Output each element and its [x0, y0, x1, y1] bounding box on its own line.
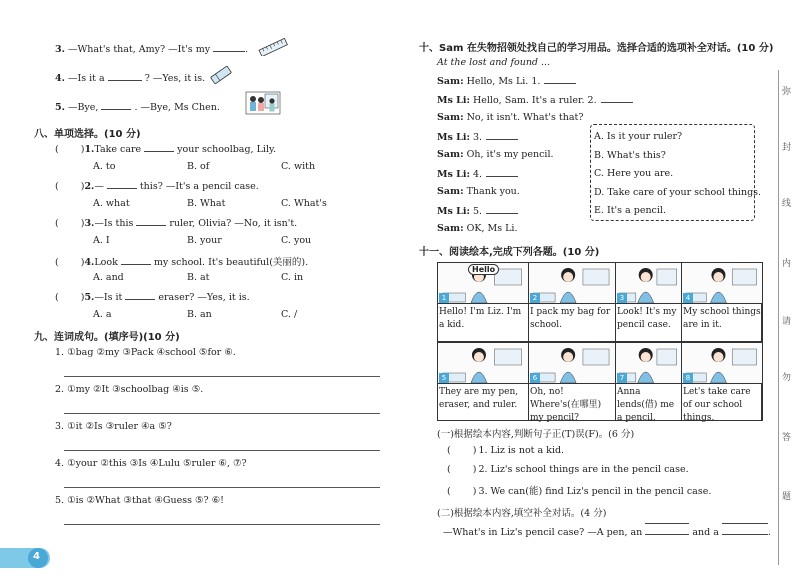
- panel-caption: Let's take care of our school things.: [683, 387, 751, 423]
- line-text: 3.: [472, 131, 483, 143]
- answer-blank[interactable]: [213, 43, 245, 52]
- answer-blank[interactable]: [125, 291, 155, 300]
- true-false-question: [447, 464, 689, 475]
- answer-paren-open[interactable]: (: [55, 292, 59, 303]
- option-a[interactable]: A. to: [93, 161, 116, 172]
- question-text-2: ruler, Olivia? —No, it isn't.: [169, 218, 298, 229]
- eraser-icon: [207, 64, 235, 86]
- question-3: [55, 43, 248, 55]
- seal-line-char: 勿: [782, 373, 792, 383]
- dialogue-line: [437, 168, 518, 180]
- answer-blank[interactable]: [486, 131, 518, 140]
- statement-text: 2. Liz's school things are in the pencil case.: [478, 464, 689, 475]
- statement-text: 1. Liz is not a kid.: [478, 445, 565, 456]
- speaker: Sam:: [437, 223, 464, 234]
- seal-line-char: 答: [782, 433, 792, 443]
- section-9-title: 九、连词成句。(填序号)(10 分): [34, 332, 180, 343]
- left-margin: [0, 0, 40, 581]
- speaker: Sam:: [437, 76, 464, 87]
- panel-caption: They are my pen, eraser, and ruler.: [439, 387, 519, 410]
- question-text: —Bye,: [67, 102, 99, 113]
- panel-caption: Anna lends(借) me a pencil.: [617, 387, 675, 423]
- question-number: 4.: [84, 257, 95, 268]
- answer-line[interactable]: [64, 413, 380, 414]
- dialogue-option: C. Here you are.: [594, 168, 674, 179]
- answer-paren-close[interactable]: ): [472, 486, 477, 497]
- comic-panel: [681, 342, 763, 421]
- question-text-2: . —Bye, Ms Chen.: [134, 102, 220, 113]
- fill-in-dialogue: [443, 525, 771, 538]
- answer-paren-open[interactable]: (: [55, 144, 59, 155]
- fill-end: .: [767, 527, 771, 538]
- seal-line-char: 封: [782, 143, 792, 153]
- comic-panel: [615, 342, 682, 421]
- panel-caption: I pack my bag for school.: [530, 307, 611, 330]
- question-text-2: my school. It's beautiful(美丽的).: [153, 257, 309, 268]
- answer-paren-close[interactable]: ): [472, 445, 477, 456]
- dialogue-line: [437, 186, 520, 197]
- speech-bubble: Hello: [468, 264, 499, 275]
- dialogue-option: A. Is it your ruler?: [594, 131, 683, 142]
- comic-panel: [681, 262, 763, 342]
- answer-paren-close[interactable]: ): [80, 144, 85, 155]
- line-text: Hello, Ms Li. 1.: [466, 76, 541, 87]
- answer-line[interactable]: [64, 524, 380, 525]
- option-b[interactable]: B. What: [187, 198, 226, 209]
- speaker: Ms Li:: [437, 131, 470, 143]
- true-false-question: [447, 483, 711, 497]
- seal-line-char: 线: [782, 199, 792, 209]
- answer-paren-close[interactable]: ): [80, 181, 85, 192]
- teacher-student-illustration: [245, 90, 281, 116]
- option-a[interactable]: A. what: [93, 198, 130, 209]
- option-c[interactable]: C. What's: [281, 198, 327, 209]
- part-1-title: (一)根据绘本内容,判断句子正(T)误(F)。(6 分): [437, 429, 635, 440]
- page-number-tab: [0, 545, 55, 571]
- question-4: [55, 72, 205, 84]
- dialogue-option: B. What's this?: [594, 149, 666, 161]
- answer-paren-close[interactable]: ): [80, 257, 85, 268]
- answer-line[interactable]: [64, 450, 380, 451]
- answer-blank[interactable]: [121, 256, 151, 265]
- line-text: No, it isn't. What's that?: [466, 112, 584, 123]
- answer-paren-open[interactable]: (: [447, 464, 451, 475]
- option-c[interactable]: C. /: [281, 309, 298, 320]
- sentence-3: 3. ①it ②Is ③ruler ④a ⑤?: [55, 421, 172, 432]
- question-text-2: this? —It's a pencil case.: [139, 181, 259, 192]
- sentence-4: 4. ①your ②this ③Is ④Lulu ⑤ruler ⑥, ⑦?: [55, 458, 247, 469]
- sentence-1: 1. ①bag ②my ③Pack ④school ⑤for ⑥.: [55, 347, 236, 358]
- panel-number: 4: [683, 293, 693, 304]
- panel-number: 6: [530, 373, 540, 384]
- panel-number: 2: [530, 293, 540, 304]
- speaker: Sam:: [437, 149, 464, 160]
- answer-blank[interactable]: [486, 168, 518, 177]
- question-number: 2.: [84, 181, 95, 192]
- answer-blank[interactable]: [108, 72, 142, 81]
- panel-number: 1: [439, 293, 449, 304]
- seal-line: [778, 70, 779, 565]
- seal-line-char: 弥: [782, 87, 792, 97]
- dialogue-line: [437, 131, 518, 143]
- double-blank-2[interactable]: [722, 525, 768, 535]
- question-number: 3.: [55, 44, 65, 55]
- comic-panel: [615, 262, 682, 342]
- line-text: 4.: [472, 168, 483, 180]
- dialogue-option: D. Take care of your school things.: [594, 186, 762, 198]
- panel-caption: Look! It's my pencil case.: [617, 307, 677, 330]
- answer-blank[interactable]: [107, 180, 137, 189]
- question-text: Look: [94, 257, 118, 268]
- sentence-2: 2. ①my ②It ③schoolbag ④is ⑤.: [55, 384, 204, 395]
- answer-blank[interactable]: [544, 75, 576, 84]
- speaker: Sam:: [437, 186, 464, 197]
- line-text: Oh, it's my pencil.: [466, 149, 554, 160]
- panel-number: 8: [683, 373, 693, 384]
- answer-paren-close[interactable]: ): [80, 292, 85, 303]
- question-end: .: [245, 44, 249, 55]
- panel-number: 3: [617, 293, 627, 304]
- question-text: —What's that, Amy? —It's my: [67, 44, 211, 55]
- question-text: —: [94, 181, 104, 192]
- choice-question: [55, 291, 250, 303]
- answer-blank[interactable]: [144, 143, 174, 152]
- choice-question: [55, 180, 259, 192]
- true-false-question: [447, 445, 564, 456]
- question-text-2: eraser? —Yes, it is.: [158, 292, 250, 303]
- panel-number: 7: [617, 373, 627, 384]
- speaker: Sam:: [437, 112, 464, 123]
- answer-line[interactable]: [64, 376, 380, 377]
- question-5: [55, 101, 220, 113]
- dialogue-line: [437, 149, 554, 160]
- seal-line-char: 内: [782, 259, 792, 269]
- question-number: 1.: [84, 144, 95, 155]
- option-c[interactable]: C. you: [281, 235, 312, 246]
- section-8-title: 八、单项选择。(10 分): [34, 129, 141, 140]
- choice-question: [55, 254, 308, 268]
- speaker: Ms Li:: [437, 168, 470, 180]
- answer-paren-open[interactable]: (: [447, 486, 451, 497]
- answer-paren-close[interactable]: ): [472, 464, 477, 475]
- question-text: —Is it: [94, 292, 123, 303]
- option-b[interactable]: B. of: [187, 161, 210, 172]
- question-number: 5.: [55, 102, 65, 113]
- question-text-2: your schoolbag, Lily.: [177, 144, 277, 155]
- comic-panel: [437, 342, 529, 421]
- choice-question: [55, 143, 276, 155]
- line-text: Thank you.: [466, 186, 520, 197]
- answer-paren-open[interactable]: (: [55, 257, 59, 268]
- answer-paren-open[interactable]: (: [55, 181, 59, 192]
- question-text-2: ? —Yes, it is.: [144, 73, 206, 84]
- option-b[interactable]: B. at: [187, 272, 210, 283]
- section-10-subtitle: At the lost and found ...: [437, 57, 551, 68]
- option-b[interactable]: B. your: [187, 235, 222, 246]
- section-10-title: 十、Sam 在失物招领处找自己的学习用品。选择合适的选项补全对话。(10 分): [419, 43, 774, 54]
- dialogue-line: [437, 75, 576, 87]
- question-text: —Is it a: [67, 73, 105, 84]
- line-text: Hello, Sam. It's a ruler. 2.: [472, 94, 597, 106]
- answer-paren-open[interactable]: (: [447, 445, 451, 456]
- answer-blank[interactable]: [101, 101, 131, 110]
- section-11-title: 十一、阅读绘本,完成下列各题。(10 分): [419, 247, 600, 258]
- answer-blank[interactable]: [136, 217, 166, 226]
- answer-paren-open[interactable]: (: [55, 218, 59, 229]
- fill-text-1: —What's in Liz's pencil case? —A pen, an: [443, 527, 643, 538]
- line-text: 5.: [472, 205, 483, 217]
- ruler-icon: [257, 38, 289, 56]
- panel-caption: Oh, no! Where's(在哪里) my pencil?: [530, 387, 602, 423]
- line-text: OK, Ms Li.: [466, 223, 518, 234]
- question-number: 5.: [84, 292, 95, 303]
- fill-text-2: and a: [692, 527, 719, 538]
- seal-line-char: 请: [782, 317, 792, 327]
- dialogue-line: [437, 205, 518, 217]
- double-blank-1[interactable]: [645, 525, 689, 535]
- option-c[interactable]: C. with: [281, 161, 316, 172]
- page-number: 4: [33, 551, 40, 562]
- option-c[interactable]: C. in: [281, 272, 304, 283]
- panel-number: 5: [439, 373, 449, 384]
- option-a[interactable]: A. a: [93, 309, 112, 320]
- option-b[interactable]: B. an: [187, 309, 212, 320]
- comic-panel: [528, 262, 616, 342]
- comic-panel: [528, 342, 616, 421]
- speaker: Ms Li:: [437, 94, 470, 106]
- question-number: 3.: [84, 218, 95, 229]
- option-a[interactable]: A. and: [93, 272, 124, 283]
- panel-caption: Hello! I'm Liz. I'm a kid.: [439, 307, 522, 330]
- dialogue-line: [437, 94, 633, 106]
- choice-question: [55, 217, 297, 229]
- dialogue-option: E. It's a pencil.: [594, 205, 666, 216]
- answer-blank[interactable]: [601, 94, 633, 103]
- speaker: Ms Li:: [437, 205, 470, 217]
- panel-caption: My school things are in it.: [683, 307, 761, 330]
- statement-text: 3. We can(能) find Liz's pencil in the pencil case.: [478, 486, 712, 497]
- answer-paren-close[interactable]: ): [80, 218, 85, 229]
- answer-line[interactable]: [64, 487, 380, 488]
- dialogue-line: [437, 223, 518, 234]
- question-text: Take care: [94, 144, 142, 155]
- sentence-5: 5. ①is ②What ③that ④Guess ⑤? ⑥!: [55, 495, 224, 506]
- part-2-title: (二)根据绘本内容,填空补全对话。(4 分): [437, 508, 607, 519]
- question-number: 4.: [55, 73, 65, 84]
- question-text: —Is this: [94, 218, 134, 229]
- answer-blank[interactable]: [486, 205, 518, 214]
- option-a[interactable]: A. I: [93, 235, 110, 246]
- dialogue-line: [437, 112, 583, 123]
- seal-line-char: 题: [782, 492, 792, 502]
